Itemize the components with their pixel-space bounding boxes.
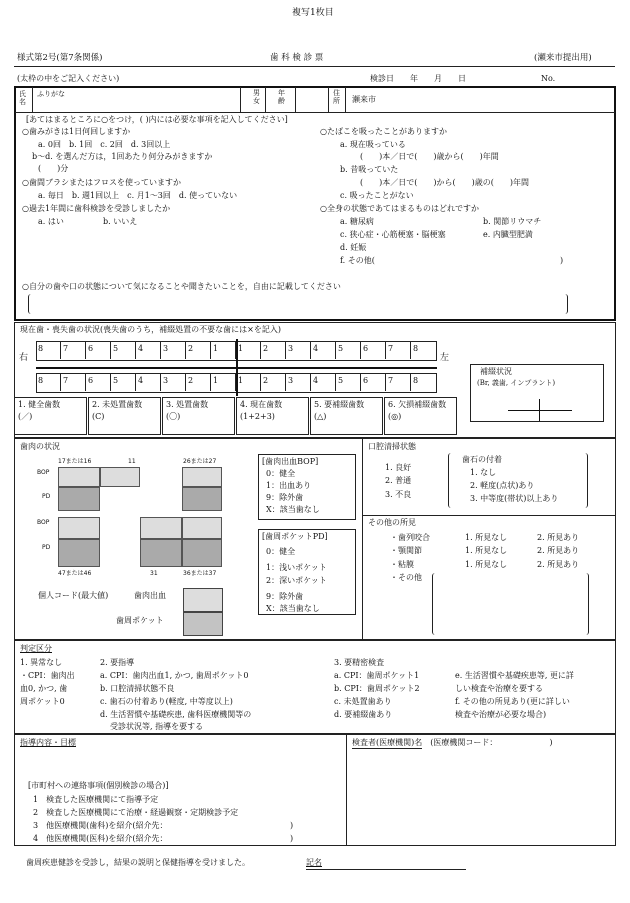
q-checkup-yes[interactable]: a. はい xyxy=(38,217,64,226)
oral-opt-3[interactable]: 3. 不良 xyxy=(385,490,412,499)
tooth-count-box[interactable] xyxy=(384,397,457,435)
address-value[interactable]: 瀬来市 xyxy=(352,95,376,104)
lower-right-tooth[interactable]: 4 xyxy=(136,373,161,391)
bleed-opt-1: 1：出血あり xyxy=(266,481,312,490)
right-label: 右 xyxy=(19,353,29,363)
tooth-count-label: 5. 要補綴歯数 xyxy=(314,400,365,409)
finding-occlusion-b[interactable]: 2. 所見あり xyxy=(537,533,580,542)
lower-left-tooth[interactable]: 7 xyxy=(386,373,411,391)
tooth-count-box[interactable] xyxy=(162,397,235,435)
upper-left-tooth[interactable]: 5 xyxy=(336,341,361,359)
upper-left-tooth[interactable]: 2 xyxy=(261,341,286,359)
lower-left-tooth[interactable]: 3 xyxy=(286,373,311,391)
tooth-count-box[interactable] xyxy=(310,397,383,435)
judge-detailed-f[interactable]: f. その他の所見あり(更に詳しい xyxy=(455,697,570,706)
contact-item-3[interactable]: 3 他医療機関(歯科)を紹介(紹介先： xyxy=(33,821,168,830)
judgement-title: 判定区分 xyxy=(20,644,52,653)
upper-right-tooth[interactable]: 1 xyxy=(211,341,236,359)
q-smoking-b[interactable]: b. 昔吸っていた xyxy=(340,165,399,174)
cpi-upper-right-bop[interactable] xyxy=(58,467,100,487)
finding-tmj-a[interactable]: 1. 所見なし xyxy=(465,546,508,555)
age-field[interactable]: 年 齢 xyxy=(278,89,285,106)
furigana-label[interactable]: ふりがな xyxy=(37,90,65,98)
judge-detailed-d[interactable]: d. 要補綴歯あり xyxy=(334,710,393,719)
contact-item-1[interactable]: 1 検査した医療機関にて指導予定 xyxy=(33,795,159,804)
judge-detailed-a[interactable]: a. CPI：歯周ポケット1 xyxy=(334,671,420,680)
tooth-count-label: 2. 未処置歯数 xyxy=(92,400,143,409)
serial-no[interactable]: No. xyxy=(541,74,556,83)
judge-normal-b: 血0, かつ, 歯 xyxy=(20,684,68,693)
q-floss-options[interactable]: a. 毎日 b. 週1回以上 c. 月1〜3回 d. 使っていない xyxy=(38,191,238,200)
finding-mucosa: ・粘膜 xyxy=(390,560,414,569)
name-label: 氏 名 xyxy=(19,90,26,107)
lower-left-tooth[interactable]: 4 xyxy=(311,373,336,391)
q-health-a[interactable]: a. 糖尿病 xyxy=(340,217,374,226)
q-checkup: ○過去1年間に歯科検診を受診しましたか xyxy=(22,204,171,213)
lower-right-tooth[interactable]: 5 xyxy=(111,373,136,391)
upper-right-tooth[interactable]: 3 xyxy=(161,341,186,359)
personal-code-label: 個人コード(最大値) xyxy=(38,591,109,600)
bop-lower-label: BOP xyxy=(37,519,50,526)
upper-left-tooth[interactable]: 7 xyxy=(386,341,411,359)
upper-left-tooth[interactable]: 4 xyxy=(311,341,336,359)
question-note: [あてはまるところに○をつけ，( )内には必要な事項を記入してください] xyxy=(26,115,288,124)
sex-field[interactable]: 男 女 xyxy=(253,89,260,106)
bleed-opt-x: X：該当歯なし xyxy=(266,505,320,514)
cpi-upper-mid-bop[interactable] xyxy=(100,467,140,487)
tooth-count-mark: (〇) xyxy=(166,412,181,421)
judge-normal-a: ・CPI：歯肉出 xyxy=(20,671,75,680)
signature-label: 記名 xyxy=(306,858,322,867)
other-findings-title: その他の所見 xyxy=(368,518,416,527)
q-health-b[interactable]: b. 関節リウマチ xyxy=(483,217,542,226)
oral-title: 口腔清掃状態 xyxy=(368,442,416,451)
q-health-d[interactable]: d. 妊娠 xyxy=(340,243,367,252)
cpi-upper-left-bop[interactable] xyxy=(182,467,222,487)
lower-left-tooth[interactable]: 1 xyxy=(236,373,261,391)
form-title: 歯 科 検 診 票 xyxy=(270,53,324,63)
tooth-36: 36または37 xyxy=(183,570,217,577)
finding-occlusion: ・歯列咬合 xyxy=(390,533,430,542)
bleed-opt-9: 9：除外歯 xyxy=(266,493,304,502)
contact-item-3-close: ) xyxy=(290,821,294,830)
pocket-opt-x: X：該当歯なし xyxy=(266,604,320,613)
cpi-lower-right-bop[interactable] xyxy=(58,517,100,539)
judge-guidance[interactable]: 2. 要指導 xyxy=(100,658,135,667)
lower-left-tooth[interactable]: 8 xyxy=(413,376,419,385)
tooth-31: 31 xyxy=(150,570,158,577)
lower-right-tooth[interactable]: 3 xyxy=(161,373,186,391)
tooth-count-mark: (C) xyxy=(92,412,105,421)
q-smoking-b-detail[interactable]: ( )本／日で( )から( )歳の( )年間 xyxy=(360,178,529,187)
finding-other-field[interactable] xyxy=(432,573,589,635)
judge-normal[interactable]: 1. 異常なし xyxy=(20,658,63,667)
q-brushing-options[interactable]: a. 0回 b. 1回 c. 2回 d. 3回以上 xyxy=(38,140,171,149)
finding-occlusion-a[interactable]: 1. 所見なし xyxy=(465,533,508,542)
pocket-opt-9: 9：除外歯 xyxy=(266,592,304,601)
guidance-title: 指導内容・目標 xyxy=(20,738,76,747)
finding-tmj-b[interactable]: 2. 所見あり xyxy=(537,546,580,555)
bleed-code-label: 歯肉出血 xyxy=(134,591,166,600)
exam-date[interactable]: 検診日 年 月 日 xyxy=(370,74,466,83)
contact-item-4[interactable]: 4 他医療機関(医科)を紹介(紹介先： xyxy=(33,834,168,843)
q-brushing: ○歯みがきは1日何回しますか xyxy=(22,127,131,136)
tooth-count-label: 4. 現在歯数 xyxy=(240,400,283,409)
q-checkup-no[interactable]: b. いいえ xyxy=(103,217,138,226)
pocket-opt-0: 0：健全 xyxy=(266,547,296,556)
tooth-count-mark: (／) xyxy=(18,412,33,421)
oral-opt-1[interactable]: 1. 良好 xyxy=(385,463,412,472)
lower-left-tooth[interactable]: 2 xyxy=(261,373,286,391)
tooth-count-box[interactable] xyxy=(236,397,309,435)
judge-detailed-c[interactable]: c. 未処置歯あり xyxy=(334,697,392,706)
tooth-count-mark: (◎) xyxy=(388,412,402,421)
teeth-title: 現在歯・喪失歯の状況(喪失歯のうち，補綴処置の不要な歯には×を記入) xyxy=(20,325,281,334)
judge-guidance-b[interactable]: b. 口腔清掃状態不良 xyxy=(100,684,175,693)
finding-mucosa-b[interactable]: 2. 所見あり xyxy=(537,560,580,569)
tooth-17: 17または16 xyxy=(58,458,92,465)
q-smoking-c[interactable]: c. 吸ったことがない xyxy=(340,191,414,200)
tooth-count-mark: (△) xyxy=(314,412,327,421)
signature-line[interactable] xyxy=(306,869,466,870)
q-health: ○全身の状態であてはまるものはどれですか xyxy=(320,204,479,213)
finding-tmj: ・顎関節 xyxy=(390,546,422,555)
q-health-c[interactable]: c. 狭心症・心筋梗塞・脳梗塞 xyxy=(340,230,446,239)
q-smoking-a-detail[interactable]: ( )本／日で( )歳から( )年間 xyxy=(360,152,499,161)
oral-opt-2[interactable]: 2. 普通 xyxy=(385,476,412,485)
judge-detailed-b[interactable]: b. CPI：歯周ポケット2 xyxy=(334,684,420,693)
judge-detailed-e[interactable]: e. 生活習慣や基礎疾患等, 更に詳 xyxy=(455,671,574,680)
cpi-upper-right-pd[interactable] xyxy=(58,487,100,511)
cpi-lower-mid-pd[interactable] xyxy=(140,539,182,567)
tooth-count-label: 3. 処置歯数 xyxy=(166,400,209,409)
upper-right-tooth[interactable]: 6 xyxy=(86,341,111,359)
pocket-legend-title: [歯周ポケットPD] xyxy=(262,532,328,541)
lower-right-tooth[interactable]: 1 xyxy=(211,373,236,391)
pocket-opt-1: 1：浅いポケット xyxy=(266,563,327,572)
upper-right-tooth[interactable]: 5 xyxy=(111,341,136,359)
q-brushing-sub: b〜d. を選んだ方は，1回あたり何分みがきますか xyxy=(32,152,213,161)
q-health-f[interactable]: f. その他( xyxy=(340,256,375,265)
bleed-opt-0: 0：健全 xyxy=(266,469,296,478)
lower-right-tooth[interactable]: 2 xyxy=(186,373,211,391)
lower-left-tooth[interactable]: 6 xyxy=(361,373,386,391)
q-smoking-a[interactable]: a. 現在吸っている xyxy=(340,140,406,149)
free-comment-field[interactable] xyxy=(28,294,568,314)
judge-detailed[interactable]: 3. 要精密検査 xyxy=(334,658,385,667)
upper-left-tooth[interactable]: 3 xyxy=(286,341,311,359)
pd-upper-label: PD xyxy=(42,493,51,500)
cpi-lower-right-pd[interactable] xyxy=(58,539,100,567)
tooth-count-box[interactable] xyxy=(14,397,87,435)
lower-right-tooth[interactable]: 6 xyxy=(86,373,111,391)
calculus-title: 歯石の付着 xyxy=(462,455,502,464)
q-smoking: ○たばこを吸ったことがありますか xyxy=(320,127,447,136)
lower-left-tooth[interactable]: 5 xyxy=(336,373,361,391)
copy-label: 複写1枚目 xyxy=(292,8,334,18)
free-comment-label: ○自分の歯や口の状態について気になることや聞きたいことを，自由に記載してください xyxy=(22,282,341,291)
cpi-upper-left-pd[interactable] xyxy=(182,487,222,511)
instruction-text: (太枠の中をご記入ください) xyxy=(17,74,120,83)
tooth-47: 47または46 xyxy=(58,570,92,577)
bleed-legend-title: [歯肉出血BOP] xyxy=(262,457,319,466)
q-health-e[interactable]: e. 内臓型肥満 xyxy=(483,230,533,239)
examiner-label[interactable]: 検査者(医療機関)名 (医療機関コード： ) xyxy=(352,738,553,747)
upper-left-tooth[interactable]: 8 xyxy=(413,344,419,353)
prosthesis-sub: (Br, 義歯, インプラント) xyxy=(477,379,556,387)
upper-left-tooth[interactable]: 1 xyxy=(236,341,261,359)
pocket-code-label: 歯周ポケット xyxy=(116,616,164,625)
contact-item-4-close: ) xyxy=(290,834,294,843)
cpi-lower-left-pd[interactable] xyxy=(182,539,222,567)
tooth-26: 26または27 xyxy=(183,458,217,465)
judge-guidance-d[interactable]: d. 生活習慣や基礎疾患, 歯科医療機関等の xyxy=(100,710,252,719)
finding-other: ・その他 xyxy=(390,573,422,582)
left-label: 左 xyxy=(440,353,450,363)
judge-detailed-e2: しい検査や治療を要する xyxy=(455,684,543,693)
q-health-f-close: ) xyxy=(560,256,564,265)
tooth-11: 11 xyxy=(128,458,136,465)
address-label: 住 所 xyxy=(333,89,340,106)
bleed-code-box[interactable] xyxy=(183,588,223,612)
form-number: 様式第2号(第7条関係) xyxy=(17,53,103,63)
contact-title: [市町村への連絡事項(個別検診の場合)] xyxy=(28,781,169,790)
occlusal-line xyxy=(36,367,437,369)
finding-mucosa-a[interactable]: 1. 所見なし xyxy=(465,560,508,569)
prosthesis-title: 補綴状況 xyxy=(480,367,512,376)
judge-normal-c: 周ポケット0 xyxy=(20,697,65,706)
judge-detailed-f2: 検査や治療が必要な場合) xyxy=(455,710,547,719)
calculus-opt-1[interactable]: 1. なし xyxy=(470,468,497,477)
tooth-count-label: 6. 欠損補綴歯数 xyxy=(388,400,447,409)
pocket-code-box[interactable] xyxy=(183,612,223,636)
upper-right-tooth[interactable]: 7 xyxy=(61,341,86,359)
tooth-count-box[interactable] xyxy=(88,397,161,435)
upper-right-tooth[interactable]: 2 xyxy=(186,341,211,359)
lower-right-tooth[interactable]: 7 xyxy=(61,373,86,391)
footer-text: 歯周疾患健診を受診し，結果の説明と保健指導を受けました。 xyxy=(26,858,250,867)
pocket-opt-2: 2：深いポケット xyxy=(266,576,327,585)
calculus-opt-2[interactable]: 2. 軽度(点状)あり xyxy=(470,481,535,490)
lower-right-tooth[interactable]: 8 xyxy=(36,373,61,391)
cpi-lower-mid-bop[interactable] xyxy=(140,517,182,539)
judge-guidance-d2: 受診状況等, 指導を要する xyxy=(110,722,204,731)
cpi-lower-left-bop[interactable] xyxy=(182,517,222,539)
q-floss: ○歯間ブラシまたはフロスを使っていますか xyxy=(22,178,181,187)
judge-guidance-a[interactable]: a. CPI：歯肉出血1, かつ, 歯周ポケット0 xyxy=(100,671,249,680)
calculus-opt-3[interactable]: 3. 中等度(帯状)以上あり xyxy=(470,494,559,503)
upper-right-tooth[interactable]: 8 xyxy=(36,341,61,359)
upper-right-tooth[interactable]: 4 xyxy=(136,341,161,359)
bop-upper-label: BOP xyxy=(37,469,50,476)
judge-guidance-c[interactable]: c. 歯石の付着あり(軽度, 中等度以上) xyxy=(100,697,233,706)
contact-item-2[interactable]: 2 検査した医療機関にて治療・経過観察・定期検診予定 xyxy=(33,808,239,817)
submit-to: (瀬来市提出用) xyxy=(534,53,592,63)
gum-title: 歯肉の状況 xyxy=(20,442,60,451)
pd-lower-label: PD xyxy=(42,544,51,551)
tooth-count-label: 1. 健全歯数 xyxy=(18,400,61,409)
upper-left-tooth[interactable]: 6 xyxy=(361,341,386,359)
tooth-count-mark: (1+2+3) xyxy=(240,412,275,421)
q-brushing-minutes[interactable]: ( )分 xyxy=(38,164,69,173)
